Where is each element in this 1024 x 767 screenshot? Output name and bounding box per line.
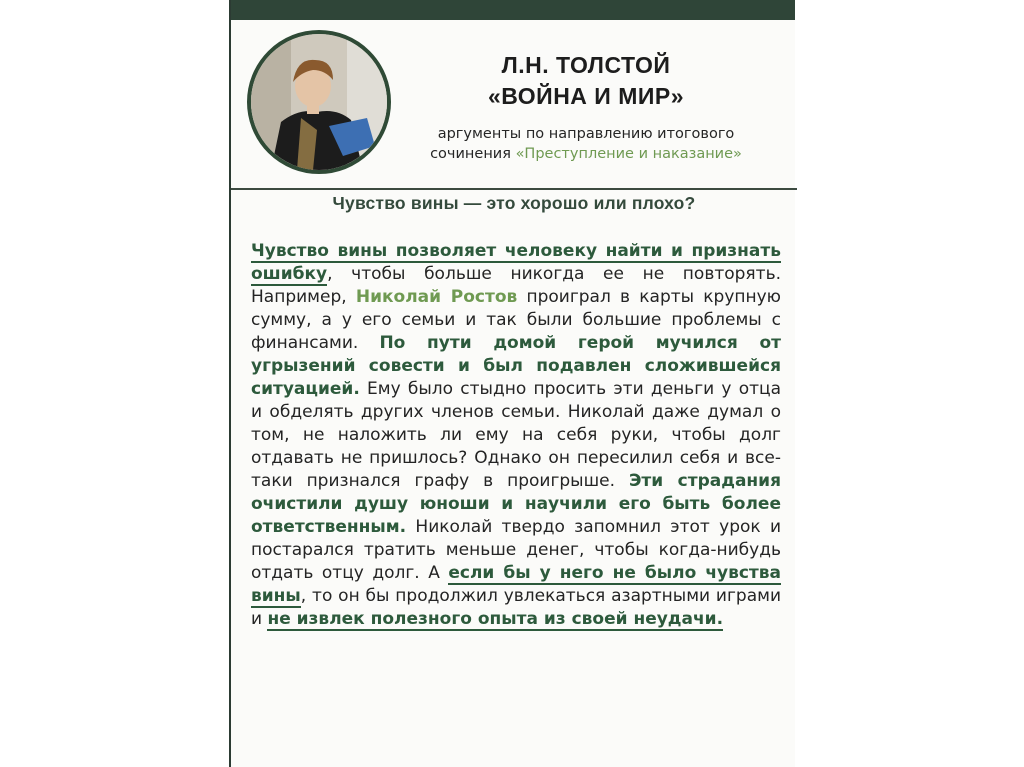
author-name: Л.Н. ТОЛСТОЙ	[501, 52, 671, 78]
author-portrait	[247, 30, 391, 174]
question-heading: Чувство вины — это хорошо или плохо?	[332, 193, 696, 213]
text-segment: , чтобы больше никогда ее не повторять. Например,	[251, 264, 781, 307]
highlight-thesis: Чувство вины позволяет человеку найти и признать ошибку	[251, 241, 781, 284]
work-title: «ВОЙНА И МИР»	[487, 83, 685, 109]
highlight-suffering: По пути домой герой мучился от угрызений совести и был подавлен сложившейся ситуацией.	[251, 333, 781, 399]
text-segment: Ему было стыдно просить эти деньги у отца и обделять других членов семьи. Николай даже думал о том, не наложить ли ему на себя руки, чтобы долг отдавать не пришлось? Однако он пересилил себя и все-таки признался графу в проигрыше.	[251, 379, 781, 491]
highlight-lesson: Эти страдания очистили душу юноши и научили его быть более ответственным.	[251, 471, 781, 537]
subtitle-line-2	[406, 144, 766, 164]
highlight-conclusion: не извлек полезного опыта из своей неудачи.	[267, 609, 724, 629]
text-segment: Николай твердо запомнил этот урок и постарался тратить меньше денег, чтобы когда-нибудь отдать отцу долг. А	[251, 517, 781, 583]
slide-page	[229, 0, 795, 767]
highlight-counterfactual: если бы у него не было чувства вины	[251, 563, 781, 606]
subtitle-theme: «Преступление и наказание»	[515, 146, 742, 162]
text-segment: проиграл в карты крупную сумму, а у его семьи и так были большие проблемы с финансами.	[251, 287, 781, 353]
portrait-image	[251, 34, 387, 170]
text-segment: , то он бы продолжил увлекаться азартными играми и	[251, 586, 781, 629]
header-divider	[231, 188, 797, 190]
subtitle-line-1: аргументы по направлению итогового	[437, 126, 735, 142]
argument-text	[251, 240, 781, 631]
character-name: Николай Ростов	[355, 287, 518, 307]
top-bar	[231, 0, 795, 20]
subtitle-label: сочинения	[430, 146, 511, 162]
